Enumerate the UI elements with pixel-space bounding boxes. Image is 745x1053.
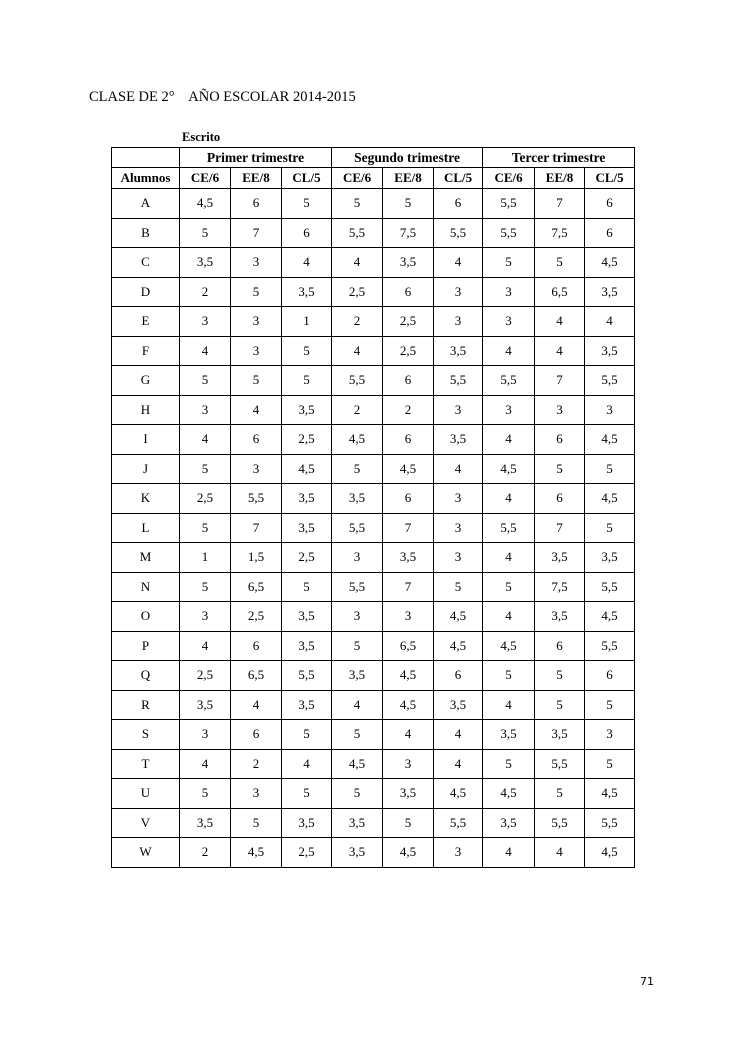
grade-cell: 4,5	[231, 838, 282, 868]
grade-cell: 5	[180, 779, 231, 809]
grade-cell: 3	[434, 513, 483, 543]
table-row	[112, 513, 635, 543]
grade-cell: 7,5	[383, 218, 434, 248]
grade-cell: 6	[585, 218, 635, 248]
grade-cell: 7	[383, 572, 434, 602]
student-name-cell: Q	[112, 661, 180, 691]
table-row	[112, 690, 635, 720]
grade-cell: 5	[535, 661, 585, 691]
table-row	[112, 838, 635, 868]
grade-cell: 4	[434, 454, 483, 484]
grade-cell: 7	[535, 513, 585, 543]
grade-cell: 5	[282, 189, 332, 219]
table-row	[112, 808, 635, 838]
column-header: CE/6	[483, 168, 535, 189]
page-number: 71	[640, 975, 654, 988]
grade-cell: 3,5	[282, 513, 332, 543]
grade-cell: 4	[282, 749, 332, 779]
grade-cell: 6	[585, 189, 635, 219]
student-name-cell: G	[112, 366, 180, 396]
blank-header-cell	[112, 148, 180, 168]
grade-cell: 3	[535, 395, 585, 425]
grade-cell: 4	[483, 690, 535, 720]
table-row	[112, 661, 635, 691]
grade-cell: 2,5	[282, 543, 332, 573]
table-row	[112, 543, 635, 573]
grade-cell: 4	[180, 631, 231, 661]
grade-cell: 3,5	[483, 720, 535, 750]
grade-cell: 4,5	[483, 454, 535, 484]
grade-cell: 3	[332, 543, 383, 573]
grade-cell: 5	[383, 808, 434, 838]
grade-cell: 7	[231, 218, 282, 248]
grade-cell: 4	[231, 395, 282, 425]
grade-cell: 5	[585, 454, 635, 484]
grade-cell: 5	[282, 336, 332, 366]
grade-cell: 4	[434, 720, 483, 750]
grade-cell: 3,5	[383, 248, 434, 278]
table-row	[112, 248, 635, 278]
table-row	[112, 189, 635, 219]
grade-cell: 5,5	[585, 631, 635, 661]
student-name-cell: P	[112, 631, 180, 661]
student-name-cell: E	[112, 307, 180, 337]
table-body	[112, 189, 635, 868]
grade-cell: 4,5	[585, 248, 635, 278]
student-name-cell: K	[112, 484, 180, 514]
grade-cell: 3,5	[585, 336, 635, 366]
grade-cell: 7	[231, 513, 282, 543]
column-header: CE/6	[180, 168, 231, 189]
student-name-cell: I	[112, 425, 180, 455]
grade-cell: 3	[332, 602, 383, 632]
table-row	[112, 749, 635, 779]
grade-cell: 2,5	[383, 307, 434, 337]
grade-cell: 4	[483, 543, 535, 573]
grade-cell: 5,5	[332, 366, 383, 396]
grade-cell: 3	[585, 395, 635, 425]
grade-cell: 3	[180, 395, 231, 425]
grade-cell: 5,5	[535, 749, 585, 779]
grade-cell: 4	[585, 307, 635, 337]
grade-cell: 5	[180, 218, 231, 248]
grade-cell: 4,5	[483, 631, 535, 661]
grade-cell: 6	[383, 425, 434, 455]
grade-cell: 3,5	[585, 543, 635, 573]
grade-cell: 3,5	[332, 661, 383, 691]
grade-cell: 3,5	[383, 543, 434, 573]
grade-cell: 4	[483, 602, 535, 632]
grade-cell: 7	[535, 189, 585, 219]
grade-cell: 3,5	[483, 808, 535, 838]
grade-cell: 6	[231, 631, 282, 661]
grade-cell: 3,5	[282, 808, 332, 838]
grade-cell: 2	[383, 395, 434, 425]
grade-cell: 5	[282, 572, 332, 602]
grade-cell: 3,5	[383, 779, 434, 809]
grade-cell: 5	[180, 454, 231, 484]
grade-cell: 1	[180, 543, 231, 573]
grade-cell: 4	[282, 248, 332, 278]
grade-cell: 5	[483, 749, 535, 779]
grade-cell: 7,5	[535, 218, 585, 248]
grade-cell: 5	[535, 248, 585, 278]
grade-cell: 3	[180, 307, 231, 337]
grade-cell: 4,5	[383, 838, 434, 868]
student-name-cell: O	[112, 602, 180, 632]
table-row	[112, 720, 635, 750]
grade-cell: 5	[585, 690, 635, 720]
grade-cell: 6	[585, 661, 635, 691]
grade-cell: 3	[383, 602, 434, 632]
grade-cell: 4,5	[434, 779, 483, 809]
table-row	[112, 454, 635, 484]
student-name-cell: C	[112, 248, 180, 278]
grade-cell: 4,5	[585, 425, 635, 455]
grade-cell: 5	[180, 572, 231, 602]
grade-cell: 2,5	[332, 277, 383, 307]
grade-cell: 5,5	[282, 661, 332, 691]
grade-cell: 5	[332, 454, 383, 484]
column-header: CL/5	[434, 168, 483, 189]
grade-cell: 4,5	[434, 602, 483, 632]
student-name-cell: W	[112, 838, 180, 868]
grade-cell: 5	[231, 277, 282, 307]
grade-cell: 4	[332, 690, 383, 720]
grade-cell: 1,5	[231, 543, 282, 573]
grade-cell: 3,5	[434, 425, 483, 455]
student-name-cell: H	[112, 395, 180, 425]
grade-cell: 6	[282, 218, 332, 248]
grade-cell: 5,5	[483, 189, 535, 219]
grade-cell: 3,5	[282, 690, 332, 720]
grade-cell: 5,5	[585, 366, 635, 396]
column-header: EE/8	[383, 168, 434, 189]
student-name-cell: T	[112, 749, 180, 779]
document-title: CLASE DE 2° AÑO ESCOLAR 2014-2015	[89, 89, 356, 105]
grade-cell: 4	[434, 248, 483, 278]
grade-cell: 6	[231, 720, 282, 750]
grade-cell: 5	[585, 513, 635, 543]
grade-cell: 7	[535, 366, 585, 396]
grade-cell: 3	[231, 307, 282, 337]
grade-cell: 3	[231, 454, 282, 484]
grade-cell: 4	[535, 838, 585, 868]
grade-cell: 4,5	[585, 838, 635, 868]
grade-cell: 3,5	[434, 690, 483, 720]
student-name-cell: N	[112, 572, 180, 602]
grade-cell: 2	[180, 277, 231, 307]
grade-cell: 3	[231, 248, 282, 278]
student-name-cell: B	[112, 218, 180, 248]
student-name-cell: S	[112, 720, 180, 750]
grade-cell: 5,5	[483, 366, 535, 396]
grade-cell: 3,5	[282, 484, 332, 514]
grade-cell: 7	[383, 513, 434, 543]
grade-cell: 5	[434, 572, 483, 602]
grade-cell: 3,5	[282, 277, 332, 307]
grade-cell: 5,5	[332, 218, 383, 248]
grade-cell: 6,5	[231, 661, 282, 691]
grade-cell: 5	[332, 720, 383, 750]
grade-cell: 3	[434, 484, 483, 514]
grade-cell: 3	[434, 395, 483, 425]
grade-cell: 2	[180, 838, 231, 868]
grade-cell: 3	[483, 395, 535, 425]
grade-cell: 5,5	[483, 218, 535, 248]
grade-cell: 6,5	[383, 631, 434, 661]
table-row	[112, 631, 635, 661]
grade-cell: 4	[180, 749, 231, 779]
grade-cell: 5,5	[585, 808, 635, 838]
grade-cell: 5	[332, 631, 383, 661]
grade-cell: 3	[434, 277, 483, 307]
grade-cell: 5,5	[332, 572, 383, 602]
grade-cell: 4	[483, 336, 535, 366]
period-header-row	[112, 148, 635, 168]
grade-cell: 4,5	[282, 454, 332, 484]
grade-cell: 4,5	[585, 779, 635, 809]
column-header-students: Alumnos	[112, 168, 180, 189]
grade-cell: 5	[383, 189, 434, 219]
grade-cell: 5	[483, 572, 535, 602]
grade-cell: 5	[180, 366, 231, 396]
grade-cell: 3	[434, 307, 483, 337]
grade-cell: 4	[180, 425, 231, 455]
grade-cell: 1	[282, 307, 332, 337]
grade-cell: 5	[585, 749, 635, 779]
grade-cell: 5	[180, 513, 231, 543]
grade-cell: 3,5	[332, 484, 383, 514]
grade-cell: 2	[231, 749, 282, 779]
grade-cell: 3,5	[434, 336, 483, 366]
grade-cell: 4	[180, 336, 231, 366]
column-header-row	[112, 168, 635, 189]
grade-cell: 4,5	[383, 690, 434, 720]
section-label: Escrito	[182, 130, 221, 144]
grade-cell: 4,5	[483, 779, 535, 809]
grade-cell: 5,5	[434, 218, 483, 248]
period-header: Primer trimestre	[180, 148, 332, 168]
grade-cell: 6	[434, 189, 483, 219]
student-name-cell: U	[112, 779, 180, 809]
grade-cell: 4	[483, 484, 535, 514]
grade-cell: 3	[383, 749, 434, 779]
grade-cell: 2,5	[180, 661, 231, 691]
grade-cell: 4,5	[434, 631, 483, 661]
grade-cell: 4,5	[585, 602, 635, 632]
student-name-cell: M	[112, 543, 180, 573]
table-row	[112, 336, 635, 366]
grade-cell: 5	[282, 366, 332, 396]
grade-cell: 4	[332, 336, 383, 366]
grade-cell: 4	[483, 838, 535, 868]
grade-cell: 4	[332, 248, 383, 278]
grade-cell: 5	[282, 779, 332, 809]
student-name-cell: R	[112, 690, 180, 720]
grade-cell: 7,5	[535, 572, 585, 602]
grade-cell: 5	[332, 779, 383, 809]
grade-cell: 6,5	[231, 572, 282, 602]
grade-cell: 2	[332, 307, 383, 337]
column-header: CL/5	[282, 168, 332, 189]
grade-cell: 6	[231, 189, 282, 219]
grade-cell: 5	[535, 690, 585, 720]
grade-cell: 5	[332, 189, 383, 219]
column-header: EE/8	[535, 168, 585, 189]
grade-cell: 6	[535, 425, 585, 455]
grade-cell: 5	[231, 808, 282, 838]
grade-cell: 5	[231, 366, 282, 396]
student-name-cell: J	[112, 454, 180, 484]
student-name-cell: V	[112, 808, 180, 838]
grade-cell: 5,5	[231, 484, 282, 514]
grade-cell: 3	[483, 307, 535, 337]
grade-cell: 3	[434, 543, 483, 573]
grade-cell: 3,5	[282, 631, 332, 661]
period-header: Segundo trimestre	[332, 148, 483, 168]
grade-cell: 5	[535, 454, 585, 484]
grade-cell: 4	[434, 749, 483, 779]
grade-cell: 4,5	[332, 749, 383, 779]
grade-cell: 2,5	[282, 425, 332, 455]
grade-cell: 3,5	[332, 838, 383, 868]
grade-cell: 6	[383, 366, 434, 396]
table-row	[112, 484, 635, 514]
grade-cell: 2,5	[383, 336, 434, 366]
grade-cell: 5	[535, 779, 585, 809]
grade-cell: 2	[332, 395, 383, 425]
period-header: Tercer trimestre	[483, 148, 635, 168]
student-name-cell: D	[112, 277, 180, 307]
grade-cell: 4,5	[332, 425, 383, 455]
grade-cell: 3	[585, 720, 635, 750]
grade-cell: 6	[535, 484, 585, 514]
grade-cell: 6,5	[535, 277, 585, 307]
grade-cell: 6	[383, 277, 434, 307]
grade-cell: 4,5	[180, 189, 231, 219]
table-row	[112, 277, 635, 307]
grade-cell: 3,5	[180, 248, 231, 278]
grade-cell: 4	[483, 425, 535, 455]
grade-cell: 3,5	[535, 720, 585, 750]
grade-cell: 3	[180, 602, 231, 632]
table-row	[112, 572, 635, 602]
student-name-cell: A	[112, 189, 180, 219]
grade-cell: 4	[535, 307, 585, 337]
table-row	[112, 307, 635, 337]
grade-cell: 4	[535, 336, 585, 366]
column-header: CE/6	[332, 168, 383, 189]
grade-cell: 6	[434, 661, 483, 691]
grade-cell: 6	[383, 484, 434, 514]
column-header: CL/5	[585, 168, 635, 189]
table-row	[112, 425, 635, 455]
grade-cell: 4,5	[383, 661, 434, 691]
grade-cell: 5,5	[434, 366, 483, 396]
grade-cell: 5,5	[585, 572, 635, 602]
grade-cell: 3,5	[282, 602, 332, 632]
grade-cell: 5,5	[332, 513, 383, 543]
student-name-cell: F	[112, 336, 180, 366]
table-row	[112, 366, 635, 396]
grade-cell: 4	[383, 720, 434, 750]
student-name-cell: L	[112, 513, 180, 543]
table-row	[112, 602, 635, 632]
table-row	[112, 779, 635, 809]
grade-cell: 5,5	[535, 808, 585, 838]
grade-cell: 3,5	[180, 690, 231, 720]
grade-cell: 6	[535, 631, 585, 661]
grade-cell: 3	[434, 838, 483, 868]
grade-cell: 3,5	[535, 602, 585, 632]
grade-cell: 3,5	[585, 277, 635, 307]
grade-cell: 5,5	[483, 513, 535, 543]
grade-cell: 3	[231, 336, 282, 366]
grade-cell: 6	[231, 425, 282, 455]
grade-cell: 3	[483, 277, 535, 307]
grade-cell: 2,5	[180, 484, 231, 514]
grade-cell: 3,5	[332, 808, 383, 838]
grade-cell: 3,5	[535, 543, 585, 573]
grade-cell: 3,5	[180, 808, 231, 838]
grade-cell: 5	[483, 661, 535, 691]
table-row	[112, 395, 635, 425]
grade-cell: 5	[282, 720, 332, 750]
grade-cell: 4,5	[383, 454, 434, 484]
table-row	[112, 218, 635, 248]
grades-table	[111, 147, 635, 868]
grade-cell: 2,5	[282, 838, 332, 868]
grade-cell: 3	[231, 779, 282, 809]
grade-cell: 5	[483, 248, 535, 278]
grade-cell: 4,5	[585, 484, 635, 514]
grade-cell: 3,5	[282, 395, 332, 425]
grade-cell: 3	[180, 720, 231, 750]
grade-cell: 5,5	[434, 808, 483, 838]
grade-cell: 4	[231, 690, 282, 720]
grade-cell: 2,5	[231, 602, 282, 632]
column-header: EE/8	[231, 168, 282, 189]
